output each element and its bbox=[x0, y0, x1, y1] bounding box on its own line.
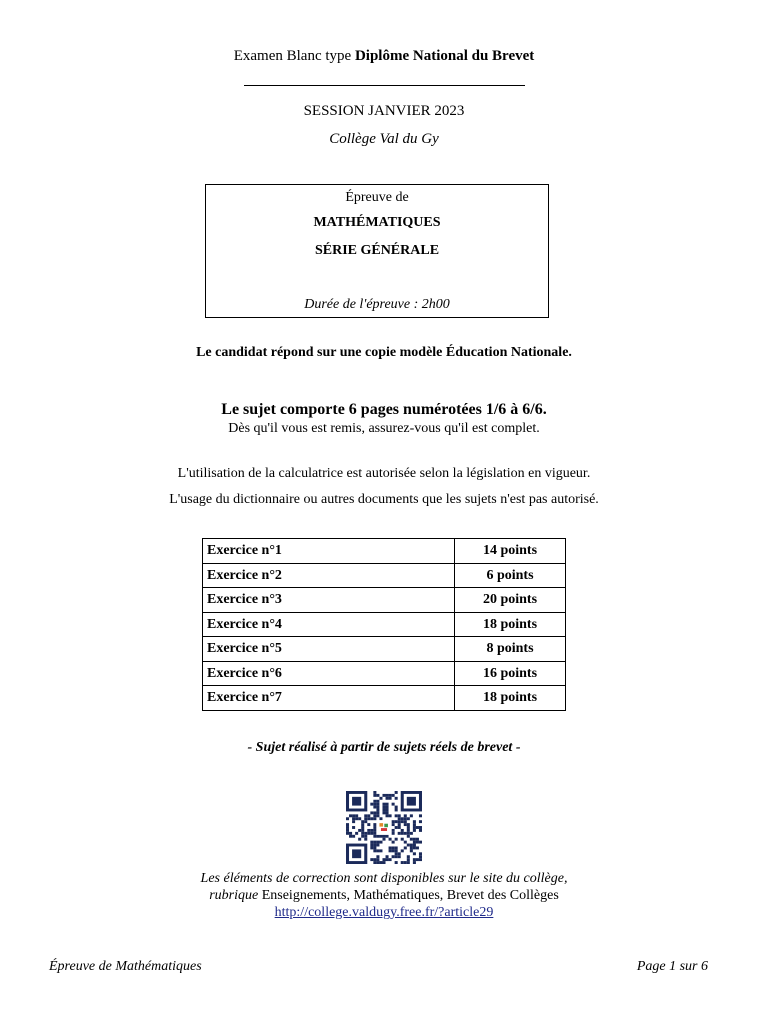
sujet-source-note: - Sujet réalisé à partir de sujets réels de brevet - bbox=[247, 740, 521, 755]
table-row bbox=[203, 637, 566, 662]
correction-info-line1: Les éléments de correction sont disponibles sur le site du collège, bbox=[200, 871, 568, 886]
exercise-name: Exercice n°7 bbox=[203, 686, 455, 711]
exercise-points: 8 points bbox=[455, 637, 566, 662]
dictionnaire-rule: L'usage du dictionnaire ou autres documents que les sujets n'est pas autorisé. bbox=[169, 492, 599, 507]
correction-link[interactable]: http://college.valdugy.free.fr/?article29 bbox=[274, 905, 494, 920]
table-row bbox=[203, 612, 566, 637]
correction-rubrique-path: Enseignements, Mathématiques, Brevet des Collèges bbox=[258, 888, 559, 903]
exercises-points-table bbox=[202, 538, 566, 711]
table-row bbox=[203, 661, 566, 686]
exercise-name: Exercice n°4 bbox=[203, 612, 455, 637]
duration-label: Durée de l'épreuve : 2h00 bbox=[304, 297, 450, 312]
exam-title-bold: Diplôme National du Brevet bbox=[354, 48, 535, 64]
exam-title bbox=[0, 48, 768, 65]
sujet-range: 1/6 à 6/6. bbox=[485, 401, 547, 418]
exam-title-prefix: Examen Blanc type bbox=[233, 48, 355, 64]
footer-subject: Épreuve de Mathématiques bbox=[49, 959, 202, 974]
exercise-name: Exercice n°2 bbox=[203, 563, 455, 588]
table-row bbox=[203, 686, 566, 711]
correction-info-line2 bbox=[0, 888, 768, 904]
calculatrice-rule: L'utilisation de la calculatrice est autorisée selon la législation en vigueur. bbox=[177, 466, 591, 481]
qr-code-graphic bbox=[346, 791, 422, 864]
exercise-points: 6 points bbox=[455, 563, 566, 588]
candidat-instruction: Le candidat répond sur une copie modèle Éducation Nationale. bbox=[196, 345, 572, 360]
exercise-name: Exercice n°3 bbox=[203, 588, 455, 613]
exercise-name: Exercice n°5 bbox=[203, 637, 455, 662]
sujet-middle: pages numérotées bbox=[356, 401, 486, 418]
session-label: SESSION JANVIER 2023 bbox=[303, 103, 465, 119]
exercise-points: 18 points bbox=[455, 686, 566, 711]
title-underline-rule bbox=[244, 85, 525, 86]
remis-instruction: Dès qu'il vous est remis, assurez-vous qu'il est complet. bbox=[228, 421, 540, 436]
table-row bbox=[203, 539, 566, 564]
exercise-name: Exercice n°6 bbox=[203, 661, 455, 686]
epreuve-label: Épreuve de bbox=[345, 190, 409, 205]
exercise-name: Exercice n°1 bbox=[203, 539, 455, 564]
sujet-pages-line bbox=[0, 401, 768, 419]
exercise-points: 20 points bbox=[455, 588, 566, 613]
sujet-prefix: Le sujet comporte bbox=[221, 401, 349, 418]
exercise-points: 16 points bbox=[455, 661, 566, 686]
series-title: SÉRIE GÉNÉRALE bbox=[314, 243, 440, 258]
correction-link-line bbox=[0, 905, 768, 921]
exercise-points: 18 points bbox=[455, 612, 566, 637]
subject-title: MATHÉMATIQUES bbox=[313, 215, 441, 230]
footer-page-number: Page 1 sur 6 bbox=[636, 959, 708, 974]
college-name: Collège Val du Gy bbox=[329, 131, 439, 147]
qr-code[interactable] bbox=[346, 791, 422, 864]
exercise-points: 14 points bbox=[455, 539, 566, 564]
sujet-pages-count: 6 bbox=[348, 401, 357, 418]
table-row bbox=[203, 588, 566, 613]
epreuve-box bbox=[205, 184, 549, 318]
correction-rubrique: rubrique bbox=[209, 888, 259, 903]
table-row bbox=[203, 563, 566, 588]
